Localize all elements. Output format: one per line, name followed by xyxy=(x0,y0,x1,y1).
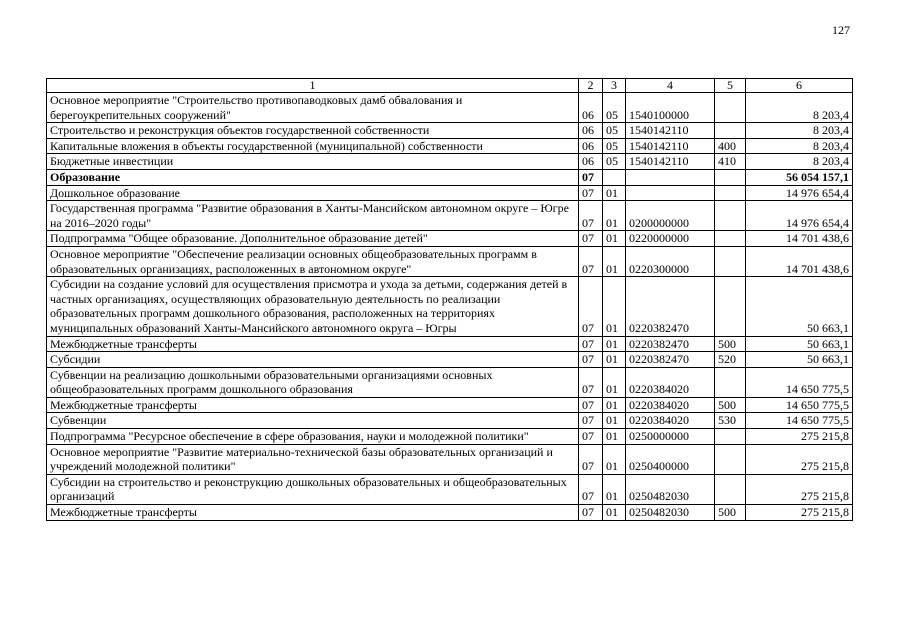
header-col-2: 2 xyxy=(579,79,603,93)
row-expense-type-cell xyxy=(715,367,746,397)
row-expense-type-cell xyxy=(715,246,746,276)
table-row xyxy=(47,505,853,521)
table-row xyxy=(47,185,853,201)
budget-table xyxy=(46,78,853,521)
row-section-cell: 07 xyxy=(579,277,603,336)
row-name-cell: Субвенции на реализацию дошкольными образовательными организациями основных общеобразовательных программ дошкольного образования xyxy=(47,367,579,397)
row-subsection-cell: 01 xyxy=(603,474,626,504)
header-col-6: 6 xyxy=(746,79,853,93)
row-section-cell: 07 xyxy=(579,336,603,352)
row-amount-cell: 275 215,8 xyxy=(746,429,853,445)
header-col-4: 4 xyxy=(626,79,715,93)
row-amount-cell: 14 701 438,6 xyxy=(746,246,853,276)
row-subsection-cell: 01 xyxy=(603,352,626,368)
row-amount-cell: 14 650 775,5 xyxy=(746,413,853,429)
header-col-3: 3 xyxy=(603,79,626,93)
row-target-code-cell: 0250000000 xyxy=(626,429,715,445)
row-target-code-cell: 0220382470 xyxy=(626,352,715,368)
row-target-code-cell: 0220000000 xyxy=(626,231,715,247)
row-section-cell: 06 xyxy=(579,138,603,154)
row-subsection-cell: 05 xyxy=(603,123,626,139)
row-section-cell: 07 xyxy=(579,505,603,521)
header-row xyxy=(47,79,853,93)
row-amount-cell: 8 203,4 xyxy=(746,123,853,139)
row-name-cell: Основное мероприятие "Развитие материально-технической базы образовательных организаций и учреждений молодежной политики" xyxy=(47,444,579,474)
table-row xyxy=(47,154,853,170)
row-target-code-cell: 0250482030 xyxy=(626,474,715,504)
row-name-cell: Подпрограмма "Общее образование. Дополнительное образование детей" xyxy=(47,231,579,247)
row-expense-type-cell xyxy=(715,444,746,474)
row-section-cell: 07 xyxy=(579,231,603,247)
row-section-cell: 07 xyxy=(579,352,603,368)
row-target-code-cell: 0220300000 xyxy=(626,246,715,276)
row-amount-cell: 14 701 438,6 xyxy=(746,231,853,247)
row-name-cell: Подпрограмма "Ресурсное обеспечение в сфере образования, науки и молодежной политики" xyxy=(47,429,579,445)
row-section-cell: 07 xyxy=(579,429,603,445)
row-expense-type-cell xyxy=(715,123,746,139)
row-name-cell: Основное мероприятие "Обеспечение реализации основных общеобразовательных программ в образовательных организациях, расположенных в автономном округе" xyxy=(47,246,579,276)
row-subsection-cell: 01 xyxy=(603,246,626,276)
header-col-1: 1 xyxy=(47,79,579,93)
row-subsection-cell: 01 xyxy=(603,185,626,201)
row-target-code-cell: 0250482030 xyxy=(626,505,715,521)
row-amount-cell: 8 203,4 xyxy=(746,154,853,170)
row-subsection-cell xyxy=(603,169,626,185)
table-row xyxy=(47,138,853,154)
row-subsection-cell: 01 xyxy=(603,367,626,397)
row-expense-type-cell: 410 xyxy=(715,154,746,170)
row-expense-type-cell: 520 xyxy=(715,352,746,368)
row-expense-type-cell xyxy=(715,201,746,231)
row-name-cell: Субсидии на строительство и реконструкцию дошкольных образовательных и общеобразовательных организаций xyxy=(47,474,579,504)
row-amount-cell: 275 215,8 xyxy=(746,444,853,474)
row-target-code-cell: 0220384020 xyxy=(626,413,715,429)
row-subsection-cell: 01 xyxy=(603,505,626,521)
row-subsection-cell: 01 xyxy=(603,231,626,247)
row-section-cell: 06 xyxy=(579,93,603,123)
row-subsection-cell: 01 xyxy=(603,277,626,336)
row-target-code-cell: 1540100000 xyxy=(626,93,715,123)
row-target-code-cell: 0220382470 xyxy=(626,336,715,352)
row-target-code-cell: 0220384020 xyxy=(626,397,715,413)
row-section-cell: 07 xyxy=(579,367,603,397)
row-expense-type-cell xyxy=(715,169,746,185)
row-amount-cell: 275 215,8 xyxy=(746,505,853,521)
row-subsection-cell: 01 xyxy=(603,201,626,231)
table-row xyxy=(47,246,853,276)
row-target-code-cell: 0200000000 xyxy=(626,201,715,231)
row-name-cell: Субсидии xyxy=(47,352,579,368)
row-expense-type-cell xyxy=(715,429,746,445)
row-amount-cell: 8 203,4 xyxy=(746,93,853,123)
row-expense-type-cell: 400 xyxy=(715,138,746,154)
row-amount-cell: 14 976 654,4 xyxy=(746,201,853,231)
row-subsection-cell: 05 xyxy=(603,154,626,170)
row-name-cell: Государственная программа "Развитие образования в Ханты-Мансийском автономном округе – Югре на 2016–2020 годы" xyxy=(47,201,579,231)
row-name-cell: Образование xyxy=(47,169,579,185)
table-row xyxy=(47,352,853,368)
row-name-cell: Межбюджетные трансферты xyxy=(47,397,579,413)
row-subsection-cell: 01 xyxy=(603,429,626,445)
row-expense-type-cell: 500 xyxy=(715,505,746,521)
row-section-cell: 07 xyxy=(579,474,603,504)
row-target-code-cell: 0250400000 xyxy=(626,444,715,474)
row-target-code-cell: 1540142110 xyxy=(626,154,715,170)
row-expense-type-cell xyxy=(715,93,746,123)
table-row xyxy=(47,397,853,413)
row-subsection-cell: 01 xyxy=(603,413,626,429)
row-expense-type-cell xyxy=(715,231,746,247)
row-amount-cell: 14 650 775,5 xyxy=(746,367,853,397)
row-section-cell: 06 xyxy=(579,123,603,139)
row-target-code-cell xyxy=(626,169,715,185)
row-amount-cell: 14 650 775,5 xyxy=(746,397,853,413)
row-amount-cell: 8 203,4 xyxy=(746,138,853,154)
table-row xyxy=(47,201,853,231)
row-target-code-cell xyxy=(626,185,715,201)
row-expense-type-cell: 500 xyxy=(715,336,746,352)
row-name-cell: Бюджетные инвестиции xyxy=(47,154,579,170)
row-target-code-cell: 0220382470 xyxy=(626,277,715,336)
row-name-cell: Субсидии на создание условий для осуществления присмотра и ухода за детьми, содержания детей в частных организациях, осуществляющих образовательную деятельность по реализации образовательных программ дошкольного образования, расположенных на территориях муниципальных образований Ханты-Мансийского автономного округа – Югры xyxy=(47,277,579,336)
row-section-cell: 07 xyxy=(579,413,603,429)
row-target-code-cell: 0220384020 xyxy=(626,367,715,397)
row-name-cell: Капитальные вложения в объекты государственной (муниципальной) собственности xyxy=(47,138,579,154)
table-row xyxy=(47,474,853,504)
row-amount-cell: 56 054 157,1 xyxy=(746,169,853,185)
row-target-code-cell: 1540142110 xyxy=(626,138,715,154)
row-name-cell: Межбюджетные трансферты xyxy=(47,505,579,521)
row-section-cell: 07 xyxy=(579,201,603,231)
row-expense-type-cell: 500 xyxy=(715,397,746,413)
row-section-cell: 06 xyxy=(579,154,603,170)
row-subsection-cell: 01 xyxy=(603,397,626,413)
header-col-5: 5 xyxy=(715,79,746,93)
row-name-cell: Основное мероприятие "Строительство противопаводковых дамб обвалования и берегоукрепительных сооружений" xyxy=(47,93,579,123)
row-amount-cell: 275 215,8 xyxy=(746,474,853,504)
row-section-cell: 07 xyxy=(579,397,603,413)
row-amount-cell: 50 663,1 xyxy=(746,277,853,336)
table-row xyxy=(47,169,853,185)
row-expense-type-cell: 530 xyxy=(715,413,746,429)
row-name-cell: Дошкольное образование xyxy=(47,185,579,201)
table-row xyxy=(47,413,853,429)
row-amount-cell: 14 976 654,4 xyxy=(746,185,853,201)
row-subsection-cell: 05 xyxy=(603,138,626,154)
row-section-cell: 07 xyxy=(579,444,603,474)
budget-table-body xyxy=(47,79,853,521)
table-row xyxy=(47,444,853,474)
row-name-cell: Субвенции xyxy=(47,413,579,429)
page-number: 127 xyxy=(832,23,850,37)
row-subsection-cell: 05 xyxy=(603,93,626,123)
row-section-cell: 07 xyxy=(579,185,603,201)
table-row xyxy=(47,93,853,123)
table-row xyxy=(47,367,853,397)
row-name-cell: Межбюджетные трансферты xyxy=(47,336,579,352)
table-row xyxy=(47,231,853,247)
row-amount-cell: 50 663,1 xyxy=(746,336,853,352)
table-row xyxy=(47,277,853,336)
row-subsection-cell: 01 xyxy=(603,444,626,474)
row-expense-type-cell xyxy=(715,474,746,504)
row-amount-cell: 50 663,1 xyxy=(746,352,853,368)
row-section-cell: 07 xyxy=(579,169,603,185)
row-section-cell: 07 xyxy=(579,246,603,276)
table-row xyxy=(47,336,853,352)
table-row xyxy=(47,429,853,445)
row-expense-type-cell xyxy=(715,185,746,201)
row-subsection-cell: 01 xyxy=(603,336,626,352)
row-expense-type-cell xyxy=(715,277,746,336)
row-name-cell: Строительство и реконструкция объектов государственной собственности xyxy=(47,123,579,139)
row-target-code-cell: 1540142110 xyxy=(626,123,715,139)
table-row xyxy=(47,123,853,139)
